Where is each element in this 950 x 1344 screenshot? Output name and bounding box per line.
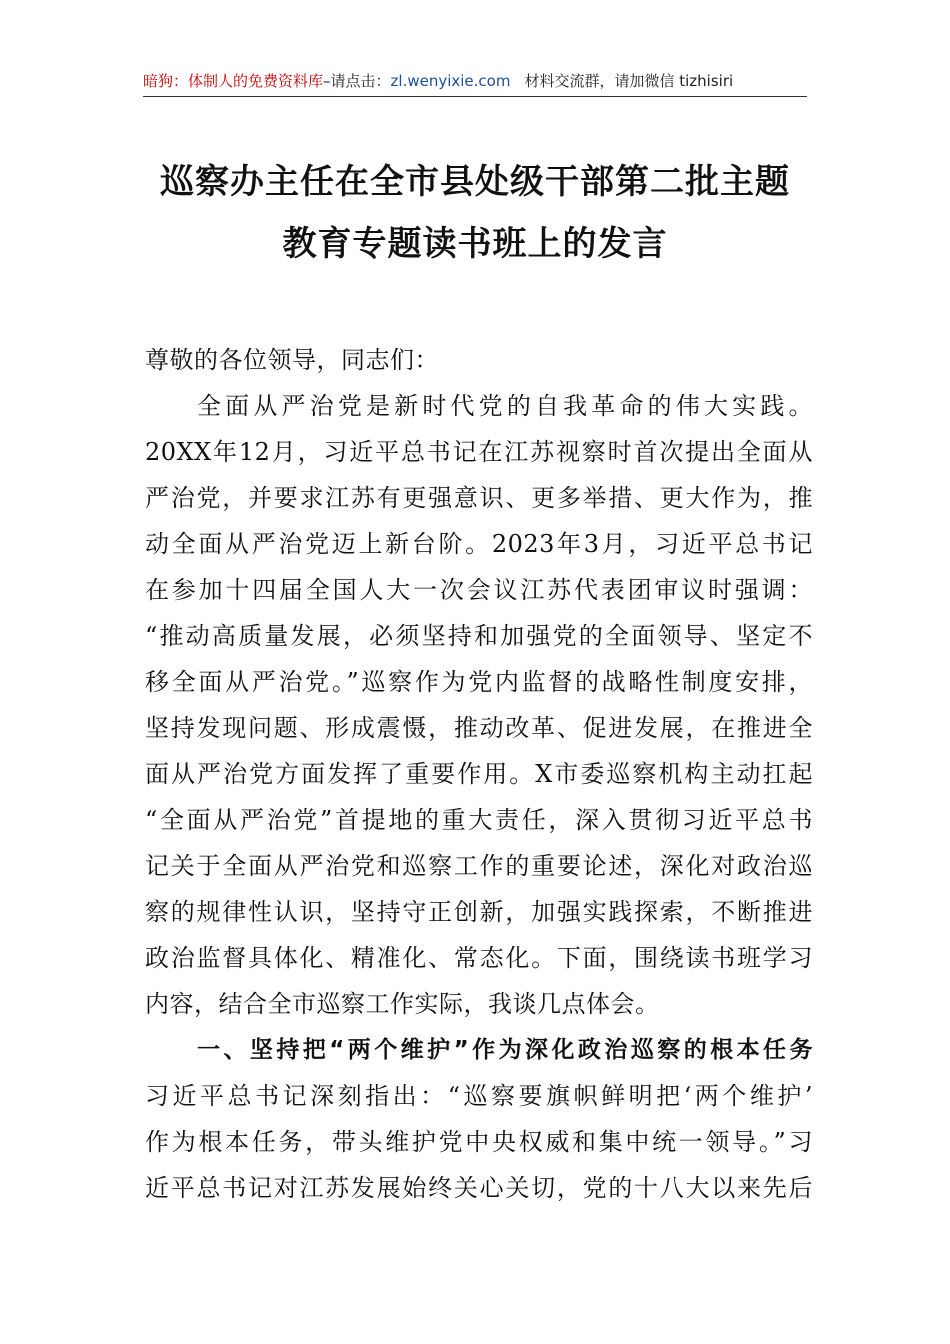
- paragraph-line: 记关于全面从严治党和巡察工作的重要论述，深化对政治巡: [145, 852, 813, 880]
- paragraph-line: 察的规律性认识，坚持守正创新，加强实践探索，不断推进: [145, 898, 813, 926]
- header-wechat-text: 材料交流群，请加微信 tizhisiri: [524, 72, 734, 90]
- document-title-line-2: 教育专题读书班上的发言: [282, 224, 668, 264]
- paragraph-line: 严治党，并要求江苏有更强意识、更多举措、更大作为，推: [145, 484, 813, 512]
- header-link[interactable]: zl.wenyixie.com: [390, 72, 511, 90]
- paragraph-line: 作为根本任务，带头维护党中央权威和集中统一领导。”习: [145, 1128, 813, 1156]
- page-header: [143, 66, 807, 96]
- paragraph-line: 面从严治党方面发挥了重要作用。X市委巡察机构主动扛起: [145, 760, 813, 788]
- paragraph-line: 20XX年12月，习近平总书记在江苏视察时首次提出全面从: [145, 438, 813, 466]
- paragraph-line: 在参加十四届全国人大一次会议江苏代表团审议时强调：: [145, 576, 813, 604]
- paragraph-line: 近平总书记对江苏发展始终关心关切，党的十八大以来先后: [145, 1174, 813, 1202]
- paragraph-line: 政治监督具体化、精准化、常态化。下面，围绕读书班学习: [145, 944, 813, 972]
- paragraph-line: “全面从严治党”首提地的重大责任，深入贯彻习近平总书: [145, 806, 813, 834]
- paragraph-line: 坚持发现问题、形成震慑，推动改革、促进发展，在推进全: [145, 714, 813, 742]
- paragraph-line: 移全面从严治党。”巡察作为党内监督的战略性制度安排，: [145, 668, 813, 696]
- header-click-text: –请点击：: [323, 72, 391, 90]
- paragraph-line: 动全面从严治党迈上新台阶。2023年3月，习近平总书记: [145, 530, 813, 558]
- document-title-line-1: 巡察办主任在全市县处级干部第二批主题: [160, 162, 790, 202]
- paragraph-line: 习近平总书记深刻指出：“巡察要旗帜鲜明把‘两个维护’: [145, 1082, 813, 1110]
- salutation: 尊敬的各位领导，同志们：: [145, 346, 439, 374]
- header-divider: [143, 96, 807, 97]
- section-heading: 一、坚持把“两个维护”作为深化政治巡察的根本任务: [197, 1037, 813, 1063]
- paragraph-line: 全面从严治党是新时代党的自我革命的伟大实践。: [197, 392, 813, 420]
- paragraph-line: “推动高质量发展，必须坚持和加强党的全面领导、坚定不: [145, 622, 813, 650]
- document-body: [145, 337, 813, 1211]
- header-promo-text: 暗狗：体制人的免费资料库: [143, 72, 324, 90]
- paragraph-line: 内容，结合全市巡察工作实际，我谈几点体会。: [145, 990, 660, 1018]
